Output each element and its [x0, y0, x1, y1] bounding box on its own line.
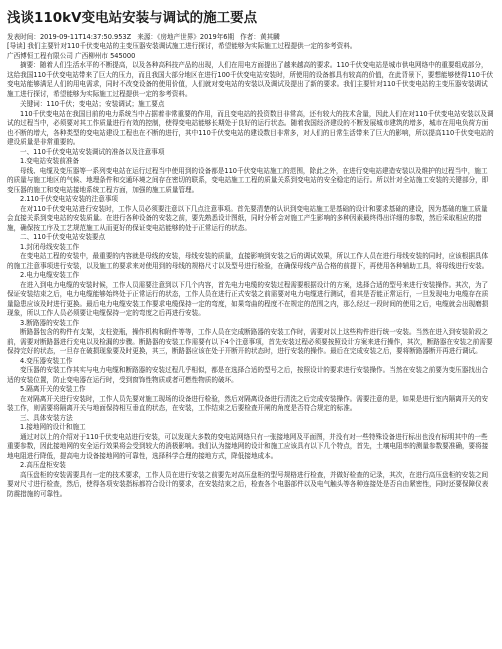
body-paragraph: 在进入到电力电缆的安装时候，工作人员需要注意到以下几个内容，首先电力电缆的安装过程需要根据设计的方案，选择合适的型号来进行安装操作。其次，为了保证安装结束之后，电力电缆能够始终处于正常运行的状态，工作人员在进行正式安装之前需要对电力电缆进行测试，看其是否能正常运行，一旦发现电力电缆存在质量隐患应该及时进行更换。最后电力电缆安装工作要求电缆保持一定的弯度，如果弯曲的程度不在规定的范围之内，那么经过一段时间的使用之后，电缆就会出现磨损现象，所以工作人员必须要让电缆保持一定的弯度之后再进行安装。 [7, 280, 489, 317]
body-paragraph: 2.110千伏变电站安装的注意事项 [20, 195, 119, 203]
article-title: 浅谈110kV变电站安装与调试的施工要点 [7, 10, 258, 26]
body-paragraph: 高压盘柜的安装需要具有一定的技术要求，工作人员在进行安装之前要先对高压盘柜的型号规格进行检查，并做好检查的记录，其次，在进行高压盘柜的安装之间要对尺寸进行检查，然后，使得各项安装指标都符合设计的要求，在安装结束之后，检查各个电器部件以及电气触头等各种连接处是否自由紧密性，同时还要保障仪表防震措施的可靠性。 [7, 470, 489, 498]
article-meta [7, 33, 494, 42]
intro-text: [导读] 我们主要针对110千伏变电站的主变压器安装调试施工进行探讨，希望能够为实际施工过程提供一定的参考资料。 [7, 42, 357, 50]
source: 来源：《房地产世界》2019年6期 [137, 33, 235, 41]
affiliation: 广西博恒工程有限公司 广西柳州市 545000 [7, 51, 136, 60]
body-paragraph: 通过对以上的介绍对于110千伏变电站进行安装，可以发现大多数的变电站网络只有一张接地网及平面图，并没有对一些特殊设备进行标出也没有标明其中的一些重要参数，因此接地网的安全运行效果将会受到较大的消极影响。我们认为接地网的设计和施工应该具有以下几个特点，首先，土壤电阻率的测量参数要准确，要将接地电阻进行降低，提高电力设备接地网的可靠性，选择科学合理的接地方式，降低接地成本。 [7, 432, 489, 460]
body-paragraph: 1.接地网的设计和施工 [20, 423, 86, 431]
body-paragraph: 1.封闭母线安装工作 [20, 242, 80, 251]
body-paragraph: 二、110千伏变电站安装要点 [20, 233, 106, 241]
author: 作者：黄其麟 [240, 33, 280, 41]
body-paragraph: 在对隔离开关进行安装时，工作人员先要对施工现场的设备进行检验，然后对隔离设备进行清洗之后完成安装操作。需要注意的是，如果是进行室内隔离开关的安装工作，则需要将隔离开关与地面保持相互垂直的状态，在安装，工作结束之后要检查开闸的角度是否符合规定的标准。 [7, 394, 489, 412]
keywords: 关键词：110千伏；变电站；安装调试；施工要点 [20, 100, 165, 108]
body-paragraph: 三、具体安装方法 [20, 413, 73, 422]
body-paragraph: 1.变电站安装前准备 [20, 157, 80, 165]
body-paragraph: 5.隔离开关的安装工作 [20, 385, 86, 393]
body-paragraph: 4.变压器安装工作 [20, 356, 73, 365]
body-paragraph: 一、110千伏变电站安装调试的准备以及注意事项 [20, 147, 165, 156]
body-paragraph: 3.断路器的安装工作 [20, 318, 80, 327]
publish-time: 发表时间：2019-09-11T14:37:50.953Z [7, 33, 132, 41]
body-paragraph: 2.电力电缆安装工作 [20, 271, 80, 279]
body-paragraph: 断路器包含的构件有支架，支柱瓷瓶，操作机构和附件等等，工作人员在完成断路器的安装工作时，需要对以上这些构件进行统一安装。当然在进入到安装阶段之前，需要对断路器进行充电以及检漏的步骤。断路器的安装工作需要有以下4个注意事项，首先安装过程必须要按照设计方案来进行操作，其次，断路器在安装之前需要保持完好的状态，一旦存在破损现象要及时更换，其三，断路器应该在处于开断开的状态时，进行安装的操作。最后在完成安装之后，要将断路器断开再进行调试。 [7, 328, 493, 355]
abstract: 摘要：随着人们生活水平的不断提高，以及各种高科技产品的出现，人们在用电方面提出了越来越高的要求。110千伏变电站是城市供电网络中的重要组成部分，这给我国110千伏变电站带来了巨大的压力，而且我国大部分地区在进行100千伏变电站安装时，所使用的设备都具有较高的价值，在此背景下，要想能够使得110千伏变电站能够满足人们的用电需求，同时不改变设备的使用价值，人们就对变电站的安装以及调试及提出了新的要求。我们主要针对110千伏变电站的主变压器安装调试施工进行探讨，希望能够为实际施工过程提供一定的参考资料。 [7, 61, 494, 98]
article-body [7, 110, 494, 500]
body-paragraph: 在变电站工程的安装中，最重要的内容就是母线的安装，母线安装的质量，直接影响到安装之后的调试效果，所以工作人员在进行母线安装的同时，应该根据具体的施工注意事项进行安装，以及施工的要求来对使用到的母线的规格尺寸以及型号进行检验，在确保母线产品合格的前提下，再使用各种辅助工具，将母线进行安装。 [7, 252, 489, 270]
body-paragraph: 变压器的安装工作其实与电力电缆和断路器的安装过程几乎相似，都是在选择合适的型号之后，按照设计的要求进行安装操作。当然在安装之前要为变压器找出合适的安装位置，防止变电器在运行时，受到窗饰性物质或者可燃性物质的破坏。 [7, 366, 489, 384]
body-paragraph: 110千伏变电站在我国目前的电力系统当中占据着非常重要的作用，而且变电站的投资数目非常高，还有较大的技术含量，因此人们在对110千伏变电站安装以及调试的过程当中，必须要对其工作质量进行有效的控制，使得变电站能够长期处于良好的运行状态。随着我国经济建设的不断发展城市建筑的增多，城市在用电负荷方面也不断的增大，各种类型的变电站建设工程也在不断的进行，其中110千伏变电站的建设数目非常多，对人们的日常生活带来了巨大的影响，所以提高110千伏变电站的建设质量是非常重要的。 [7, 109, 494, 146]
body-paragraph: 母线、电缆及变压器等一系列变电站在运行过程当中使用到的设备都是110千伏变电站施工的范围，除此之外，在进行变电站建造安装以及维护的过程当中，施工的质量与施工地区的气候、地理条件和交通环境之间存在密切的联系，变电站施工工程的质量关系到变电站的安全稳定的运行。所以针对全站施工安装的关键部分，即变压器的施工和变电站接地系统工程方面，加强的施工质量管理。 [7, 166, 489, 194]
body-paragraph: 2.高压盘柜安装 [20, 461, 66, 469]
body-paragraph: 在对110千伏变电站进行安装时，工作人员必须要注意以下几点注意事项。首先要清楚的认识到变电站施工是基础的设计和要求基础的建设，因为基础的施工质量会直接关系到变电站的安装质量。在进行各种设备的安装之前，要先熟悉设计图纸，同时分析会对施工产生影响的多种因素最终得出详细的参数，然后采取相应的措施，确保按工序及工艺规范施工从而更好的保证变电站能够的处于正常运行的状态。 [7, 204, 488, 232]
